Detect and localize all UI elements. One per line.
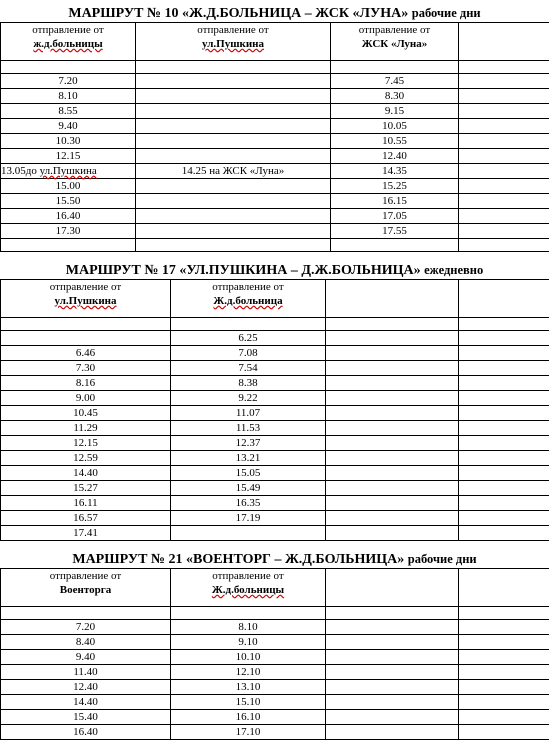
table-row xyxy=(1,725,549,740)
route17-header-col4 xyxy=(459,280,549,318)
table-row xyxy=(1,104,549,119)
empty-cell xyxy=(459,620,549,635)
header-stop: ул.Пушкина xyxy=(201,38,264,50)
table-row xyxy=(1,224,549,239)
table-row xyxy=(1,695,549,710)
departure-time-cell: 12.40 xyxy=(1,680,171,695)
departure-time-cell xyxy=(136,179,331,194)
departure-time-cell: 11.07 xyxy=(171,406,326,421)
empty-cell xyxy=(459,650,549,665)
empty-cell xyxy=(459,224,549,239)
departure-time-cell: 16.15 xyxy=(331,194,459,209)
table-row xyxy=(1,466,549,481)
departure-time-cell: 9.10 xyxy=(171,635,326,650)
departure-time-cell: 7.20 xyxy=(1,620,171,635)
header-stop: ж.д.больницы xyxy=(33,38,103,50)
table-row xyxy=(1,134,549,149)
table-row xyxy=(1,391,549,406)
departure-time-cell: 12.15 xyxy=(1,149,136,164)
header-line: отправление от xyxy=(197,24,269,36)
empty-cell xyxy=(459,318,549,331)
route21-header-col3 xyxy=(326,569,459,607)
departure-time-cell: 12.40 xyxy=(331,149,459,164)
empty-cell xyxy=(136,239,331,252)
departure-time-cell xyxy=(136,134,331,149)
table-row xyxy=(1,710,549,725)
empty-cell xyxy=(326,680,459,695)
empty-cell xyxy=(459,164,549,179)
table-row xyxy=(1,451,549,466)
table-row xyxy=(1,436,549,451)
route10-header-row xyxy=(1,23,549,61)
empty-cell xyxy=(459,725,549,740)
departure-time-cell: 17.10 xyxy=(171,725,326,740)
empty-cell xyxy=(326,318,459,331)
table-row xyxy=(1,650,549,665)
table-row xyxy=(1,74,549,89)
header-stop: Военторга xyxy=(59,584,112,596)
departure-time-cell xyxy=(136,194,331,209)
departure-time-cell: 12.10 xyxy=(171,665,326,680)
departure-time-cell xyxy=(136,149,331,164)
departure-time-cell: 15.05 xyxy=(171,466,326,481)
header-stop: ул.Пушкина xyxy=(54,295,117,307)
empty-cell xyxy=(1,607,171,620)
route21-header-row xyxy=(1,569,549,607)
empty-cell xyxy=(459,665,549,680)
header-line: отправление от xyxy=(49,281,122,293)
departure-time-cell: 10.55 xyxy=(331,134,459,149)
departure-time-cell: 10.10 xyxy=(171,650,326,665)
empty-cell xyxy=(459,391,549,406)
empty-cell xyxy=(459,466,549,481)
empty-cell xyxy=(326,496,459,511)
empty-cell xyxy=(459,61,549,74)
departure-time-cell: 15.25 xyxy=(331,179,459,194)
header-line: отправление от xyxy=(212,281,284,293)
empty-cell xyxy=(459,451,549,466)
table-row xyxy=(1,119,549,134)
empty-cell xyxy=(459,361,549,376)
route17-title-main: МАРШРУТ № 17 «УЛ.ПУШКИНА – Д.Ж.БОЛЬНИЦА» xyxy=(65,263,425,278)
departure-time-cell: 17.55 xyxy=(331,224,459,239)
spacer-row xyxy=(1,61,549,74)
stop-name: ул.Пушкина xyxy=(39,165,97,177)
route10-header-col3 xyxy=(331,23,459,61)
departure-time-cell: 16.10 xyxy=(171,710,326,725)
table-row xyxy=(1,376,549,391)
empty-cell xyxy=(326,466,459,481)
empty-cell xyxy=(459,421,549,436)
empty-cell xyxy=(326,607,459,620)
empty-cell xyxy=(459,194,549,209)
empty-cell xyxy=(1,318,171,331)
empty-cell xyxy=(326,511,459,526)
departure-time-cell: 15.00 xyxy=(1,179,136,194)
empty-cell xyxy=(459,436,549,451)
empty-cell xyxy=(326,481,459,496)
table-row xyxy=(1,164,549,179)
empty-cell xyxy=(326,725,459,740)
table-row xyxy=(1,346,549,361)
route17-header-col2 xyxy=(171,280,326,318)
table-row xyxy=(1,361,549,376)
spacer-row xyxy=(1,318,549,331)
empty-cell xyxy=(459,239,549,252)
departure-time-cell: 11.53 xyxy=(171,421,326,436)
departure-time-cell: 6.25 xyxy=(171,331,326,346)
route17-header-col3 xyxy=(326,280,459,318)
empty-cell xyxy=(1,239,136,252)
departure-time-cell: 9.40 xyxy=(1,650,171,665)
departure-time-cell: 14.40 xyxy=(1,466,171,481)
departure-time-cell xyxy=(136,89,331,104)
departure-time-cell: 16.35 xyxy=(171,496,326,511)
empty-cell xyxy=(171,607,326,620)
departure-time-cell xyxy=(171,526,326,541)
departure-time-cell: 17.05 xyxy=(331,209,459,224)
table-row xyxy=(1,665,549,680)
departure-time-cell: 12.59 xyxy=(1,451,171,466)
empty-cell xyxy=(326,620,459,635)
table-row xyxy=(1,149,549,164)
departure-time-cell: 11.29 xyxy=(1,421,171,436)
empty-cell xyxy=(459,74,549,89)
departure-time-cell: 9.40 xyxy=(1,119,136,134)
departure-time-cell: 17.19 xyxy=(171,511,326,526)
departure-time-cell xyxy=(136,119,331,134)
departure-time-cell: 7.30 xyxy=(1,361,171,376)
route17-header-col1 xyxy=(1,280,171,318)
departure-time-cell: 15.50 xyxy=(1,194,136,209)
empty-cell xyxy=(326,695,459,710)
spacer-row xyxy=(1,607,549,620)
departure-time-cell: 12.15 xyxy=(1,436,171,451)
header-line: отправление от xyxy=(358,24,431,36)
departure-time-cell: 9.22 xyxy=(171,391,326,406)
empty-cell xyxy=(326,421,459,436)
empty-cell xyxy=(459,89,549,104)
route17-title xyxy=(0,261,549,279)
departure-time-cell: 7.54 xyxy=(171,361,326,376)
departure-time-cell: 10.30 xyxy=(1,134,136,149)
route21-table xyxy=(0,568,549,740)
empty-cell xyxy=(326,451,459,466)
departure-time-cell: 15.49 xyxy=(171,481,326,496)
departure-time-cell: 13.21 xyxy=(171,451,326,466)
empty-cell xyxy=(459,496,549,511)
departure-time-cell xyxy=(136,209,331,224)
departure-time-cell: 8.10 xyxy=(171,620,326,635)
route21-title xyxy=(0,550,549,568)
table-row xyxy=(1,496,549,511)
header-line: отправление от xyxy=(49,570,122,582)
empty-cell xyxy=(459,511,549,526)
route10-table xyxy=(0,22,549,252)
empty-cell xyxy=(459,346,549,361)
departure-time-cell: 8.10 xyxy=(1,89,136,104)
empty-cell xyxy=(459,149,549,164)
table-row xyxy=(1,194,549,209)
empty-cell xyxy=(459,331,549,346)
empty-cell xyxy=(326,710,459,725)
route21-title-main: МАРШРУТ № 21 «ВОЕНТОРГ – Ж.Д.БОЛЬНИЦА» xyxy=(72,552,408,567)
route10-header-col2 xyxy=(136,23,331,61)
empty-cell xyxy=(459,481,549,496)
route10-title-days: рабочие дни xyxy=(411,6,481,20)
empty-cell xyxy=(326,526,459,541)
departure-time-cell: 10.05 xyxy=(331,119,459,134)
spacer-row xyxy=(1,239,549,252)
empty-cell xyxy=(326,331,459,346)
departure-time-cell: 16.40 xyxy=(1,725,171,740)
table-row xyxy=(1,331,549,346)
table-row xyxy=(1,209,549,224)
empty-cell xyxy=(326,361,459,376)
table-row xyxy=(1,421,549,436)
route21-header-col1 xyxy=(1,569,171,607)
departure-time-cell xyxy=(136,74,331,89)
empty-cell xyxy=(459,710,549,725)
table-row xyxy=(1,511,549,526)
departure-time-cell: 8.30 xyxy=(331,89,459,104)
departure-time-cell: 14.35 xyxy=(331,164,459,179)
table-row xyxy=(1,89,549,104)
table-row xyxy=(1,620,549,635)
departure-time-cell: 16.40 xyxy=(1,209,136,224)
departure-time-cell: 14.40 xyxy=(1,695,171,710)
departure-time-cell: 16.57 xyxy=(1,511,171,526)
departure-time-cell: 8.16 xyxy=(1,376,171,391)
table-row xyxy=(1,526,549,541)
empty-cell xyxy=(459,406,549,421)
departure-time-cell: 9.15 xyxy=(331,104,459,119)
departure-time-cell xyxy=(1,331,171,346)
departure-time-cell: 15.10 xyxy=(171,695,326,710)
table-row xyxy=(1,635,549,650)
empty-cell xyxy=(1,61,136,74)
route21-header-col4 xyxy=(459,569,549,607)
route10-header-col1 xyxy=(1,23,136,61)
empty-cell xyxy=(459,134,549,149)
header-stop: ЖСК «Луна» xyxy=(361,38,428,50)
header-stop: Ж.д.больница xyxy=(213,295,283,307)
departure-time-cell: 13.10 xyxy=(171,680,326,695)
departure-time-cell: 7.08 xyxy=(171,346,326,361)
route21-title-days: рабочие дни xyxy=(407,552,477,566)
empty-cell xyxy=(459,179,549,194)
departure-time-cell: 11.40 xyxy=(1,665,171,680)
empty-cell xyxy=(459,607,549,620)
route17-table xyxy=(0,279,549,541)
table-row xyxy=(1,406,549,421)
empty-cell xyxy=(326,391,459,406)
departure-time-cell: 16.11 xyxy=(1,496,171,511)
departure-time-cell xyxy=(136,104,331,119)
departure-time-cell: 8.55 xyxy=(1,104,136,119)
empty-cell xyxy=(326,406,459,421)
empty-cell xyxy=(171,318,326,331)
departure-time-cell: 15.40 xyxy=(1,710,171,725)
empty-cell xyxy=(331,239,459,252)
empty-cell xyxy=(459,376,549,391)
departure-time-cell: 17.30 xyxy=(1,224,136,239)
header-line: отправление от xyxy=(212,570,284,582)
header-stop: Ж.д.больницы xyxy=(211,584,285,596)
departure-time-cell: 14.25 на ЖСК «Луна» xyxy=(136,164,331,179)
departure-time-cell: 12.37 xyxy=(171,436,326,451)
departure-time-cell: 7.20 xyxy=(1,74,136,89)
empty-cell xyxy=(326,665,459,680)
route17-title-days: ежедневно xyxy=(424,263,484,277)
departure-time-cell: 6.46 xyxy=(1,346,171,361)
empty-cell xyxy=(459,695,549,710)
empty-cell xyxy=(326,650,459,665)
route17-header-row xyxy=(1,280,549,318)
route10-title xyxy=(0,4,549,22)
departure-time-cell: 13.05до ул.Пушкина xyxy=(1,164,136,179)
departure-time-cell: 10.45 xyxy=(1,406,171,421)
empty-cell xyxy=(459,104,549,119)
departure-time-cell: 15.27 xyxy=(1,481,171,496)
route10-title-main: МАРШРУТ № 10 «Ж.Д.БОЛЬНИЦА – ЖСК «ЛУНА» xyxy=(68,6,412,21)
table-row xyxy=(1,481,549,496)
empty-cell xyxy=(326,635,459,650)
departure-time-cell: 8.38 xyxy=(171,376,326,391)
empty-cell xyxy=(459,635,549,650)
departure-time-cell: 9.00 xyxy=(1,391,171,406)
header-line: отправление от xyxy=(32,24,104,36)
departure-time-cell: 17.41 xyxy=(1,526,171,541)
empty-cell xyxy=(459,209,549,224)
empty-cell xyxy=(326,346,459,361)
route10-header-col4 xyxy=(459,23,549,61)
table-row xyxy=(1,179,549,194)
route21-header-col2 xyxy=(171,569,326,607)
table-row xyxy=(1,680,549,695)
empty-cell xyxy=(331,61,459,74)
empty-cell xyxy=(459,680,549,695)
empty-cell xyxy=(326,376,459,391)
empty-cell xyxy=(326,436,459,451)
empty-cell xyxy=(459,119,549,134)
empty-cell xyxy=(459,526,549,541)
departure-time-cell: 8.40 xyxy=(1,635,171,650)
departure-time-cell: 7.45 xyxy=(331,74,459,89)
departure-time-cell xyxy=(136,224,331,239)
empty-cell xyxy=(136,61,331,74)
